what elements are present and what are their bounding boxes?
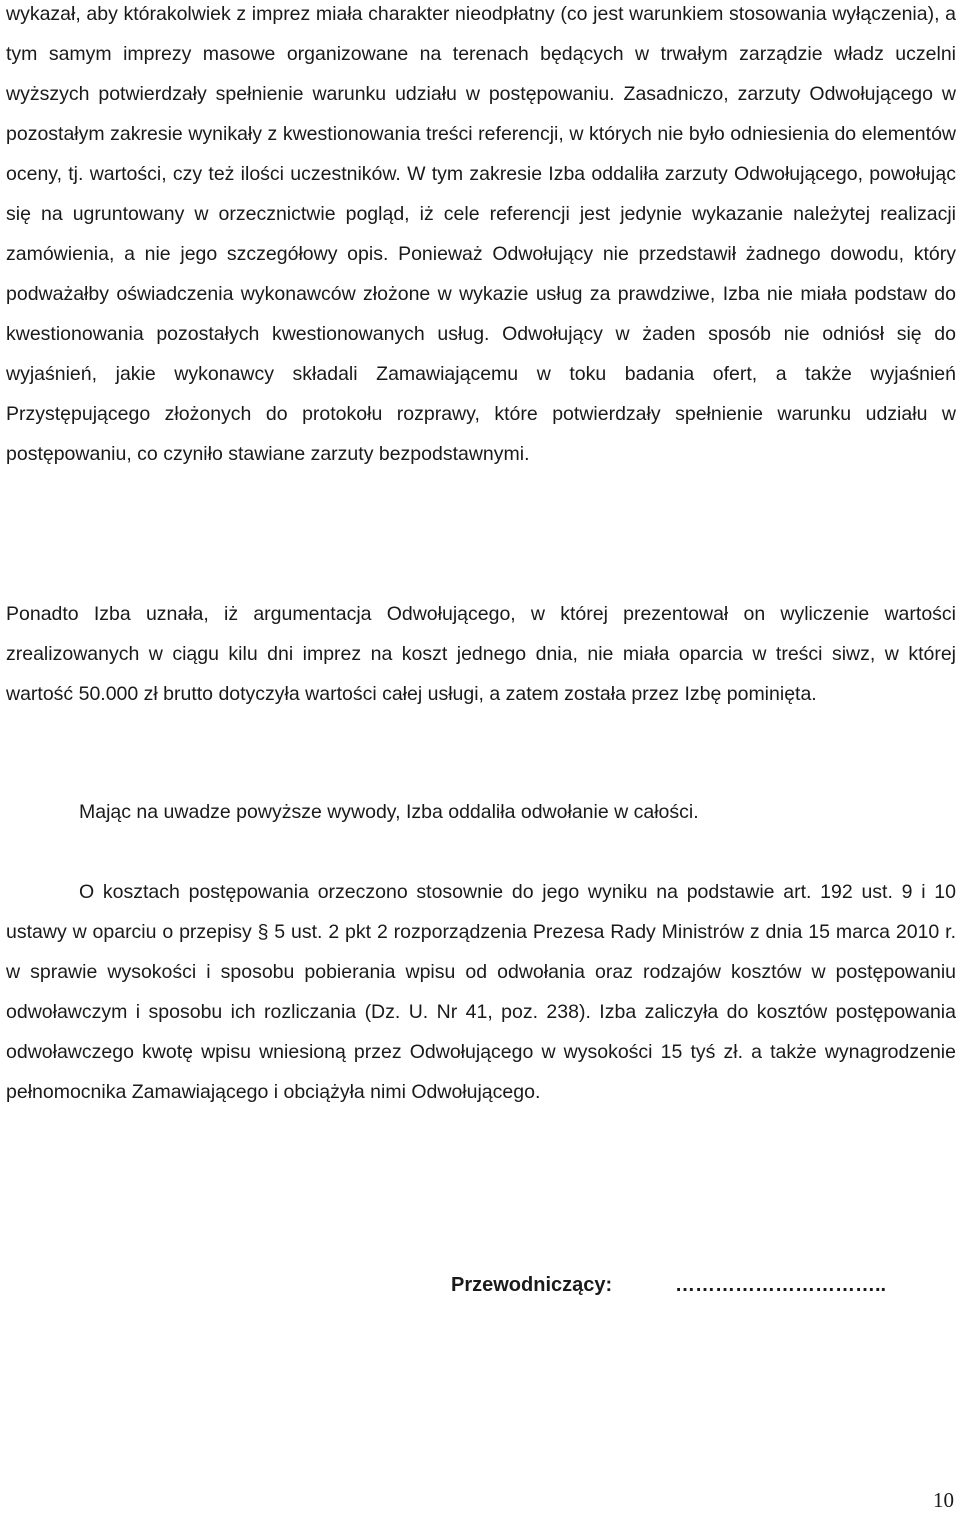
signature-label: Przewodniczący: [451,1274,613,1296]
paragraph-continuation: wykazał, aby którakolwiek z imprez miała charakter nieodpłatny (co jest warunkiem stosowania wyłączenia), a tym samym imprezy masowe organizowane na terenach będących w trwałym zarządzie władz uczelni wyższych potwierdzały spełnienie warunku udziału w postępowaniu. Zasadniczo, zarzuty Odwołującego w pozostałym zakresie wynikały z kwestionowania treści referencji, w których nie było odniesienia do elementów oceny, tj. wartości, czy też ilości uczestników. W tym zakresie Izba oddaliła zarzuty Odwołującego, powołując się na ugruntowany w orzecznictwie pogląd, iż cele referencji jest jedynie wykazanie należytej realizacji zamówienia, a nie jego szczegółowy opis. Ponieważ Odwołujący nie przedstawił żadnego dowodu, który podważałby oświadczenia wykonawców złożone w wykazie usług za prawdziwe, Izba nie miała podstaw do kwestionowania pozostałych kwestionowanych usług. Odwołujący w żaden sposób nie odniósł się do wyjaśnień, jakie wykonawcy składali Zamawiającemu w toku badania ofert, a także wyjaśnień Przystępującego złożonych do protokołu rozprawy, które potwierdzały spełnienie warunku udziału w postępowaniu, co czyniło stawiane zarzuty bezpodstawnymi. [6,3,956,465]
paragraph-conclusion: Mając na uwadze powyższe wywody, Izba oddaliła odwołanie w całości. [79,801,699,823]
paragraph-argumentation: Ponadto Izba uznała, iż argumentacja Odwołującego, w której prezentował on wyliczenie wartości zrealizowanych w ciągu kilu dni imprez na koszt jednego dnia, nie miała oparcia w treści siwz, w której wartość 50.000 zł brutto dotyczyła wartości całej usługi, a zatem została przez Izbę pominięta. [6,603,956,705]
signature-line: ………………………….. [675,1274,887,1296]
paragraph-costs: O kosztach postępowania orzeczono stosownie do jego wyniku na podstawie art. 192 ust. 9 i 10 ustawy w oparciu o przepisy § 5 ust. 2 pkt 2 rozporządzenia Prezesa Rady Ministrów z dnia 15 marca 2010 r. w sprawie wysokości i sposobu pobierania wpisu od odwołania oraz rodzajów kosztów w postępowaniu odwoławczym i sposobu ich rozliczania (Dz. U. Nr 41, poz. 238). Izba zaliczyła do kosztów postępowania odwoławczego kwotę wpisu wniesioną przez Odwołującego w wysokości 15 tyś zł. a także wynagrodzenie pełnomocnika Zamawiającego i obciążyła nimi Odwołującego. [6,881,956,1103]
page-number: 10 [933,1488,954,1512]
